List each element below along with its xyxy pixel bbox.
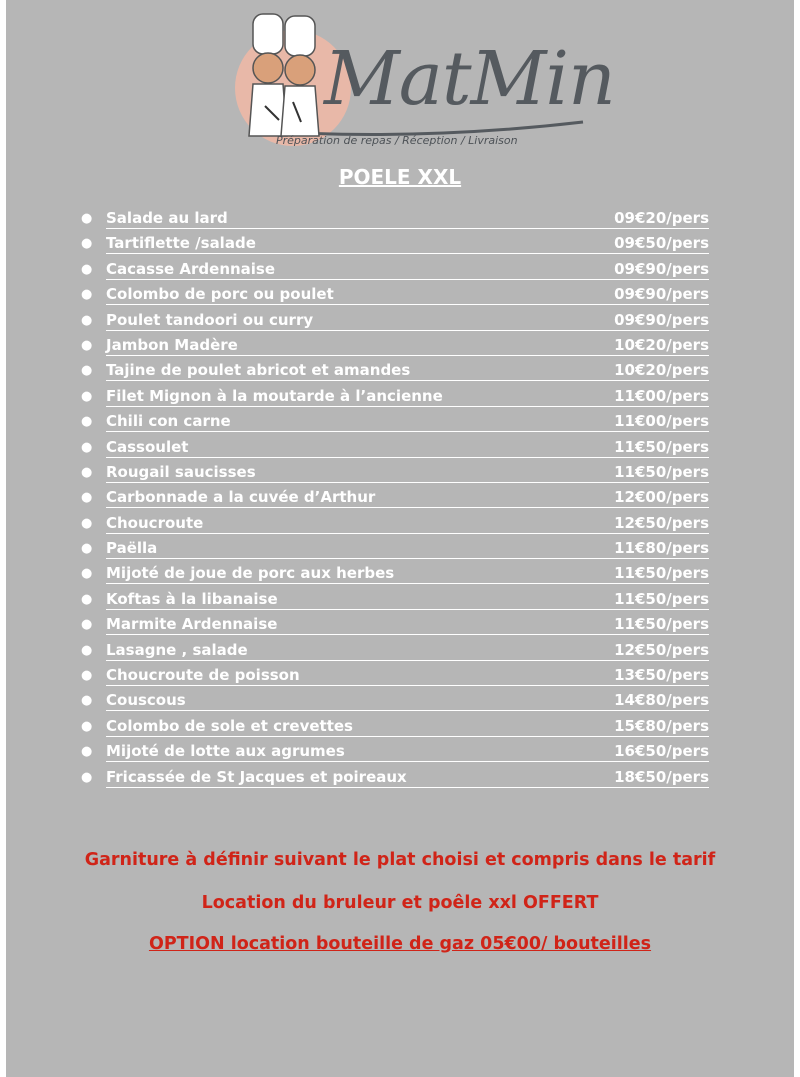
menu-item-name: Mijoté de lotte aux agrumes [106,742,345,761]
menu-item-price: 11€50/pers [614,564,709,583]
menu-item-price: 18€50/pers [614,767,709,786]
menu-item [78,258,718,283]
menu-item-row [106,361,709,381]
menu-item-name: Couscous [106,691,186,710]
bullet-icon: ● [81,617,93,633]
logo [231,10,615,152]
menu-item-row [106,336,709,356]
menu-item-price: 11€80/pers [614,539,709,558]
menu-item-name: Tartiflette /salade [106,234,256,253]
bullet-icon: ● [81,287,93,303]
menu-sheet [6,0,794,1077]
menu-item-row [106,717,709,737]
menu-item-row [106,412,709,432]
menu-item-price: 12€50/pers [614,513,709,532]
menu-item-price: 10€20/pers [614,361,709,380]
menu-list [78,207,718,791]
menu-item-price: 16€50/pers [614,742,709,761]
menu-item-row [106,691,709,711]
bullet-icon: ● [81,414,93,430]
menu-item-price: 15€80/pers [614,716,709,735]
menu-item-price: 12€50/pers [614,640,709,659]
menu-item [78,232,718,257]
menu-item-name: Choucroute [106,513,204,532]
menu-item-row [106,514,709,534]
bullet-icon: ● [81,337,93,353]
menu-item [78,334,718,359]
menu-item-price: 13€50/pers [614,666,709,685]
menu-item-name: Poulet tandoori ou curry [106,310,314,329]
bullet-icon: ● [81,744,93,760]
menu-item-row [106,285,709,305]
menu-item-price: 09€50/pers [614,234,709,253]
menu-item-name: Cassoulet [106,437,189,456]
menu-item-price: 09€90/pers [614,259,709,278]
bullet-icon: ● [81,211,93,226]
menu-item-row [106,641,709,661]
menu-item-name: Tajine de poulet abricot et amandes [106,361,411,380]
location-note: Location du bruleur et poêle xxl OFFERT [201,893,599,913]
menu-item-row [106,768,709,788]
menu-item-row [106,387,709,407]
brand-tagline: Préparation de repas / Réception / Livraison [276,134,518,147]
menu-item-row [106,666,709,686]
menu-item-price: 11€50/pers [614,462,709,481]
menu-item-name: Chili con carne [106,412,231,431]
menu-item [78,588,718,613]
bullet-icon: ● [81,363,93,379]
bullet-icon: ● [81,769,93,785]
menu-item-name: Rougail saucisses [106,462,256,481]
menu-item-name: Koftas à la libanaise [106,589,278,608]
menu-item [78,613,718,638]
menu-item-name: Paëlla [106,539,158,558]
bullet-icon: ● [81,464,93,480]
menu-item [78,359,718,384]
menu-item-name: Filet Mignon à la moutarde à l’ancienne [106,386,443,405]
bullet-icon: ● [81,566,93,582]
bullet-icon: ● [81,541,93,557]
menu-item-row [106,209,709,229]
menu-item-name: Marmite Ardennaise [106,615,278,634]
brand-name: MatMin [324,36,615,122]
bullet-icon: ● [81,312,93,328]
menu-item-price: 11€00/pers [614,386,709,405]
menu-item-row [106,539,709,559]
menu-item-price: 10€20/pers [614,335,709,354]
bullet-icon: ● [81,515,93,531]
menu-item [78,283,718,308]
menu-item-name: Colombo de porc ou poulet [106,285,334,304]
menu-item-price: 11€50/pers [614,437,709,456]
menu-item-row [106,260,709,280]
menu-item-name: Fricassée de St Jacques et poireaux [106,767,407,786]
menu-item [78,537,718,562]
bullet-icon: ● [81,439,93,455]
menu-item [78,309,718,334]
menu-item-name: Cacasse Ardennaise [106,259,276,278]
menu-item-row [106,488,709,508]
garniture-note: Garniture à définir suivant le plat choisi et compris dans le tarif [84,850,716,870]
menu-item-row [106,742,709,762]
menu-item-name: Jambon Madère [106,335,238,354]
menu-item-price: 11€00/pers [614,412,709,431]
menu-item-price: 14€80/pers [614,691,709,710]
menu-item [78,436,718,461]
menu-item-name: Lasagne , salade [106,640,248,659]
menu-item-price: 11€50/pers [614,615,709,634]
menu-item-name: Choucroute de poisson [106,666,300,685]
menu-item-name: Mijoté de joue de porc aux herbes [106,564,395,583]
menu-item [78,639,718,664]
bullet-icon: ● [81,236,93,252]
bullet-icon: ● [81,591,93,607]
bullet-icon: ● [81,642,93,658]
menu-item-price: 11€50/pers [614,589,709,608]
bullet-icon: ● [81,693,93,709]
menu-item [78,740,718,765]
menu-item [78,766,718,791]
menu-item-name: Salade au lard [106,209,228,227]
menu-item [78,562,718,587]
menu-item [78,461,718,486]
menu-item-name: Carbonnade a la cuvée d’Arthur [106,488,376,507]
menu-item-row [106,438,709,458]
bullet-icon: ● [81,668,93,684]
menu-item [78,715,718,740]
menu-item [78,486,718,511]
menu-item-row [106,615,709,635]
menu-item [78,385,718,410]
menu-item-row [106,311,709,331]
menu-item-price: 09€20/pers [614,209,709,227]
menu-item [78,207,718,232]
menu-item-row [106,234,709,254]
menu-item-row [106,590,709,610]
menu-item [78,512,718,537]
menu-title: POELE XXL [338,165,462,189]
menu-item-row [106,564,709,584]
menu-item [78,410,718,435]
gas-option-note: OPTION location bouteille de gaz 05€00/ bouteilles [148,934,652,954]
bullet-icon: ● [81,388,93,404]
menu-item-row [106,463,709,483]
bullet-icon: ● [81,490,93,506]
menu-item [78,689,718,714]
menu-item-price: 12€00/pers [614,488,709,507]
bullet-icon: ● [81,718,93,734]
menu-item-price: 09€90/pers [614,285,709,304]
menu-item [78,664,718,689]
menu-item-name: Colombo de sole et crevettes [106,716,353,735]
menu-item-price: 09€90/pers [614,310,709,329]
bullet-icon: ● [81,261,93,277]
